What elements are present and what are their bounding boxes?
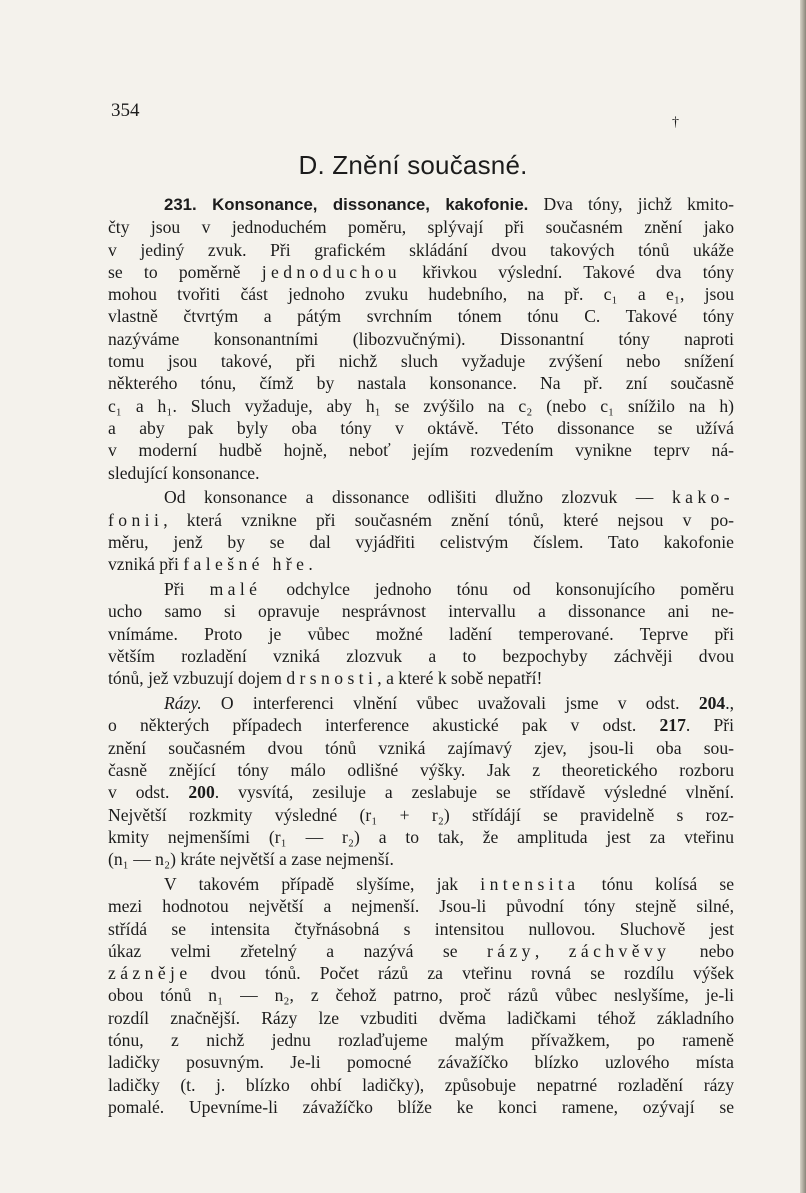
text-line: úkaz velmi zřetelný a nazývá se rázy, záchvěvy nebo xyxy=(108,940,735,961)
text-line: časně znějící tóny málo odlišné výšky. Jak z theoretického rozboru xyxy=(108,759,734,780)
text-line: sledující konsonance. xyxy=(108,462,260,483)
text-line: Při malé odchylce jednoho tónu od konsonujícího poměru xyxy=(164,579,734,600)
text-line: střídá se intensita čtyřnásobná s intensitou nullovou. Sluchově jest xyxy=(108,918,734,939)
body-text xyxy=(108,193,734,1118)
section-title: D. Znění současné. xyxy=(298,150,528,180)
text-line: znění současném dvou tónů vzniká zajímavý zjev, jsou-li oba sou- xyxy=(108,737,734,758)
text-line: mezi hodnotou největší a nejmenší. Jsou-li původní tóny stejně silné, xyxy=(108,896,734,917)
text-line: tónů, jež vzbuzují dojem drsnosti, a které k sobě nepatří! xyxy=(108,668,543,689)
text-line: mohou tvořiti část jednoho zvuku hudebního, na př. c₁ a e₁, jsou xyxy=(108,284,734,305)
text-line: o některých případech interference akustické pak v odst. 217. Při xyxy=(108,715,734,736)
text-line: pomalé. Upevníme-li závažíčko blíže ke konci ramene, ozývají se xyxy=(108,1096,734,1117)
text-line: fonii, která vznikne při současném znění tónů, které nejsou v po- xyxy=(108,509,734,530)
text-line: a aby pak byly oba tóny v oktávě. Této dissonance se užívá xyxy=(108,417,734,438)
text-line: zázněje dvou tónů. Počet rázů za vteřinu rovná se rozdílu výšek xyxy=(108,963,734,984)
text-line: ladičky (t. j. blízko ohbí ladičky), způsobuje nepatrné rozladění rázy xyxy=(108,1074,734,1095)
text-line: měru, jenž by se dal vyjádřiti celistvým číslem. Tato kakofonie xyxy=(108,531,734,552)
text-line: rozdíl značnější. Rázy lze vzbuditi dvěma ladičkami téhož základního xyxy=(108,1007,734,1028)
page-number: 354 xyxy=(111,100,140,121)
text-line: c₁ a h₁. Sluch vyžaduje, aby h₁ se zvýšilo na c₂ (nebo c₁ snížilo na h) xyxy=(108,395,734,416)
stray-mark: † xyxy=(672,115,679,130)
text-line: vnímáme. Proto je vůbec možné ladění temperované. Teprve při xyxy=(108,623,734,644)
text-line: některého tónu, čímž by nastala konsonance. Na př. zní současně xyxy=(108,373,734,394)
text-line: čty jsou v jednoduchém poměru, splývají při současném znění jako xyxy=(108,217,734,238)
text-line: tomu jsou takové, při nichž sluch vyžaduje zvýšení nebo snížení xyxy=(108,351,734,372)
text-line: Od konsonance a dissonance odlišiti dlužno zlozvuk — kako- xyxy=(164,487,734,508)
text-line: vzniká při falešné hře. xyxy=(108,554,313,575)
text-line: tónu, z nichž jednu rozlaďujeme malým přívažkem, po rameně xyxy=(108,1029,734,1050)
text-line: ladičky posuvným. Je-li pomocné závažíčko blízko uzlového místa xyxy=(108,1052,734,1073)
text-line: v odst. 200. vysvítá, zesiluje a zeslabuje se střídavě výsledné vlnění. xyxy=(108,782,734,803)
text-line: obou tónů n₁ — n₂, z čehož patrno, proč rázů vůbec neslyšíme, je-li xyxy=(108,985,734,1006)
text-line: Rázy. O interferenci vlnění vůbec uvažovali jsme v odst. 204., xyxy=(164,693,734,714)
text-line: v moderní hudbě hojně, neboť jejím rozvedením vynikne teprv ná- xyxy=(108,440,734,461)
text-line: ucho samo si opravuje nesprávnost intervallu a dissonance ani ne- xyxy=(108,601,734,622)
text-line: V takovém případě slyšíme, jak intensita tónu kolísá se xyxy=(164,873,734,894)
text-line: kmity nejmenšími (r₁ — r₂) a to tak, že amplituda jest za vteřinu xyxy=(108,826,734,847)
page-edge-shadow xyxy=(800,0,806,1193)
text-line: v jediný zvuk. Při grafickém skládání dvou takových tónů ukáže xyxy=(108,239,734,260)
text-line: Největší rozkmity výsledné (r₁ + r₂) střídájí se pravidelně s roz- xyxy=(108,804,734,825)
text-line: 231. Konsonance, dissonance, kakofonie. Dva tóny, jichž kmito- xyxy=(164,194,734,214)
text-line: vlastně čtvrtým a pátým svrchním tónem tónu C. Takové tóny xyxy=(108,306,734,327)
text-line: se to poměrně jednoduchou křivkou výslední. Takové dva tóny xyxy=(108,261,734,282)
text-line: větším rozladění vzniká zlozvuk a to bezpochyby záchvěji dvou xyxy=(108,645,734,666)
text-line: nazýváme konsonantními (libozvučnými). Dissonantní tóny naproti xyxy=(108,328,734,349)
text-line: (n₁ — n₂) kráte největší a zase nejmenší. xyxy=(108,849,394,870)
